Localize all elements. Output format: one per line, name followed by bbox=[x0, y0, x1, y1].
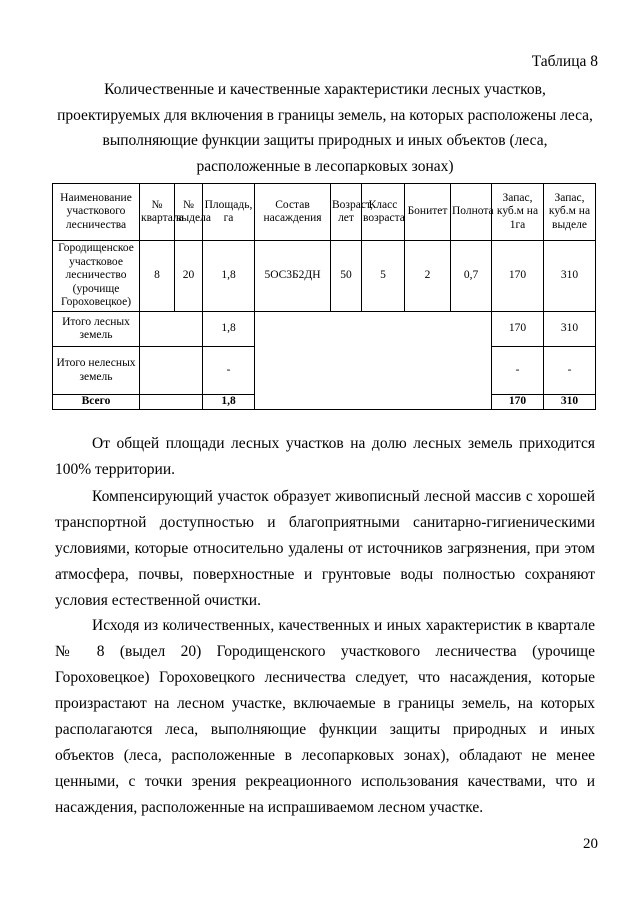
cell-stock-total: 310 bbox=[544, 395, 596, 410]
table-number-label: Таблица 8 bbox=[531, 53, 598, 70]
cell-stock-per-ha: 170 bbox=[492, 241, 544, 312]
header-density: Полнота bbox=[451, 184, 492, 241]
header-bonitet: Бонитет bbox=[405, 184, 451, 241]
cell-area: 1,8 bbox=[203, 395, 255, 410]
cell-empty bbox=[140, 395, 203, 410]
page-number: 20 bbox=[583, 836, 598, 852]
table-row bbox=[53, 241, 596, 312]
cell-forestry-name: Городищенское участковое лесничество (урочище Гороховецкое) bbox=[53, 241, 140, 312]
header-stock-total: Запас, куб.м на выделе bbox=[544, 184, 596, 241]
cell-area: - bbox=[203, 347, 255, 395]
table-row-forest-total bbox=[53, 312, 596, 347]
paragraph-conclusion bbox=[55, 613, 595, 821]
cell-label: Итого лесных земель bbox=[53, 312, 140, 347]
paragraph-text: Исходя из количественных, качественных и иных характеристик в квартале № 8 (выдел 20) Городищенского участкового лесничества (урочище Гороховецкое) Гороховецкого лесничества следует, что насаждения, которые произрастают на лесном участке, включаемые в границы земель, на которых располагаются леса, выполняющие функции защиты природных и иных объектов (леса, расположенные в лесопарковых зонах), обладают не менее ценными, с точки зрения рекреационного использования качествами, что и насаждения, расположенные на испрашиваемом лесном участке. bbox=[55, 617, 595, 816]
cell-plot: 20 bbox=[175, 241, 203, 312]
header-age: Возраст, лет bbox=[331, 184, 362, 241]
table-header-row bbox=[53, 184, 596, 241]
header-stock-per-ha: Запас, куб.м на 1га bbox=[492, 184, 544, 241]
cell-empty-merged bbox=[255, 312, 492, 410]
header-area: Площадь, га bbox=[203, 184, 255, 241]
table-caption: Количественные и качественные характеристики лесных участков, проектируемых для включения в границы земель, на которых расположены леса, выполняющие функции защиты природных и иных объектов (леса, расположенные в лесопарковых зонах) bbox=[57, 81, 593, 175]
cell-empty bbox=[140, 347, 203, 395]
header-forestry-name: Наименование участкового лесничества bbox=[53, 184, 140, 241]
cell-empty bbox=[140, 312, 203, 347]
header-plot-number: № выдела bbox=[175, 184, 203, 241]
header-quarter-number: № квартала bbox=[140, 184, 175, 241]
cell-stock-per-ha: 170 bbox=[492, 312, 544, 347]
paragraph-land-share bbox=[55, 431, 595, 483]
cell-age: 50 bbox=[331, 241, 362, 312]
cell-stock-total: 310 bbox=[544, 312, 596, 347]
paragraph-compensating-plot bbox=[55, 484, 595, 614]
cell-composition: 5ОС3Б2ДН bbox=[255, 241, 331, 312]
cell-stock-per-ha: 170 bbox=[492, 395, 544, 410]
cell-quarter: 8 bbox=[140, 241, 175, 312]
cell-bonitet: 2 bbox=[405, 241, 451, 312]
paragraph-text: Компенсирующий участок образует живописный лесной массив с хорошей транспортной доступностью и благоприятными санитарно-гигиеническими условиями, которые относительно удалены от источников загрязнения, при этом атмосфера, почвы, поверхностные и грунтовые воды полностью сохраняют условия естественной очистки. bbox=[55, 488, 595, 609]
cell-label: Итого нелесных земель bbox=[53, 347, 140, 395]
cell-label: Всего bbox=[53, 395, 140, 410]
cell-density: 0,7 bbox=[451, 241, 492, 312]
header-composition: Состав насаждения bbox=[255, 184, 331, 241]
cell-age-class: 5 bbox=[362, 241, 405, 312]
cell-area: 1,8 bbox=[203, 312, 255, 347]
cell-stock-total: - bbox=[544, 347, 596, 395]
paragraph-text: От общей площади лесных участков на долю лесных земель приходится 100% территории. bbox=[55, 435, 595, 478]
cell-stock-per-ha: - bbox=[492, 347, 544, 395]
cell-stock-total: 310 bbox=[544, 241, 596, 312]
header-age-class: Класс возраста bbox=[362, 184, 405, 241]
forest-plots-table bbox=[52, 183, 596, 410]
cell-area: 1,8 bbox=[203, 241, 255, 312]
